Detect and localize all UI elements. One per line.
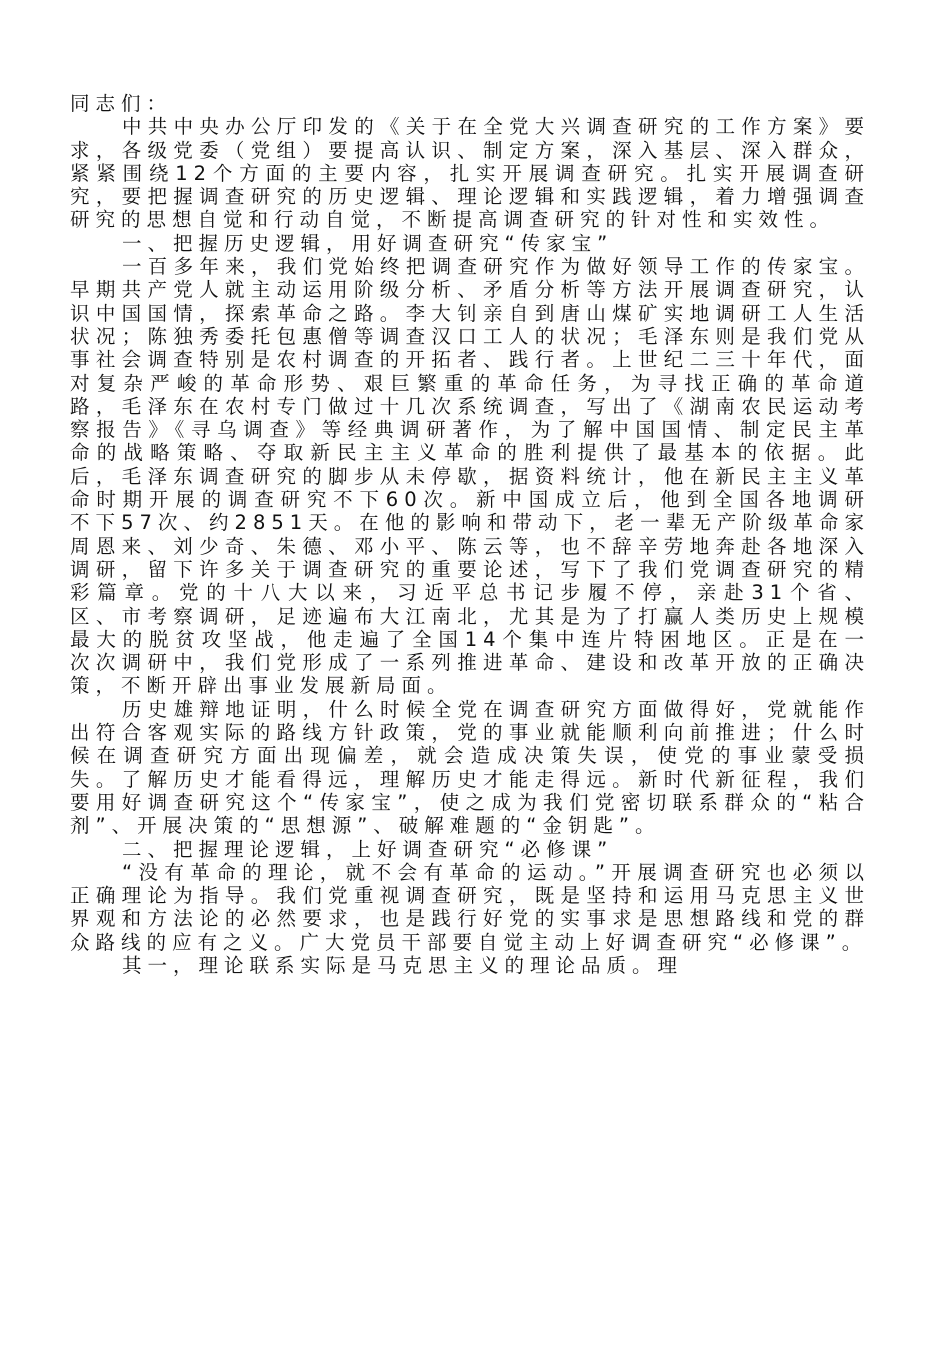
intro-paragraph: 中共中央办公厅印发的《关于在全党大兴调查研究的工作方案》要求，各级党委（党组）要提高认识、制定方案，深入基层、深入群众，紧紧围绕12个方面的主要内容，扎实开展调查研究。扎实开展调查研究，要把握调查研究的历史逻辑、理论逻辑和实践逻辑，着力增强调查研究的思想自觉和行动自觉，不断提高调查研究的针对性和实效性。 xyxy=(70,115,870,232)
section-1-paragraph-1: 一百多年来，我们党始终把调查研究作为做好领导工作的传家宝。早期共产党人就主动运用阶级分析、矛盾分析等方法开展调查研究，认识中国国情，探索革命之路。李大钊亲自到唐山煤矿实地调研工人生活状况；陈独秀委托包惠僧等调查汉口工人的状况；毛泽东则是我们党从事社会调查特别是农村调查的开拓者、践行者。上世纪二三十年代，面对复杂严峻的革命形势、艰巨繁重的革命任务，为寻找正确的革命道路，毛泽东在农村专门做过十几次系统调查，写出了《湖南农民运动考察报告》《寻乌调查》等经典调研著作，为了解中国国情、制定民主革命的战略策略、夺取新民主主义革命的胜利提供了最基本的依据。此后，毛泽东调查研究的脚步从未停歇，据资料统计，他在新民主主义革命时期开展的调查研究不下60次。新中国成立后，他到全国各地调研不下57次、约2851天。在他的影响和带动下，老一辈无产阶级革命家周恩来、刘少奇、朱德、邓小平、陈云等，也不辞辛劳地奔赴各地深入调研，留下许多关于调查研究的重要论述，写下了我们党调查研究的精彩篇章。党的十八大以来，习近平总书记步履不停，亲赴31个省、区、市考察调研，足迹遍布大江南北，尤其是为了打赢人类历史上规模最大的脱贫攻坚战，他走遍了全国14个集中连片特困地区。正是在一次次调研中，我们党形成了一系列推进革命、建设和改革开放的正确决策，不断开辟出事业发展新局面。 xyxy=(70,255,870,698)
document-body xyxy=(70,92,870,977)
salutation: 同志们： xyxy=(70,92,173,115)
section-1-heading: 一、把握历史逻辑，用好调查研究“传家宝” xyxy=(122,231,614,255)
section-2-paragraph-2: 其一，理论联系实际是马克思主义的理论品质。理 xyxy=(122,953,684,977)
section-1-paragraph-2: 历史雄辩地证明，什么时候全党在调查研究方面做得好，党就能作出符合客观实际的路线方针政策，党的事业就能顺利向前推进；什么时候在调查研究方面出现偏差，就会造成决策失误，使党的事业蒙受损失。了解历史才能看得远，理解历史才能走得远。新时代新征程，我们要用好调查研究这个“传家宝”，使之成为我们党密切联系群众的“粘合剂”、开展决策的“思想源”、破解难题的“金钥匙”。 xyxy=(70,697,870,838)
section-2-heading: 二、把握理论逻辑，上好调查研究“必修课” xyxy=(122,837,614,861)
section-2-paragraph-1: “没有革命的理论，就不会有革命的运动。”开展调查研究也必须以正确理论为指导。我们党重视调查研究，既是坚持和运用马克思主义世界观和方法论的必然要求，也是践行好党的实事求是思想路线和党的群众路线的应有之义。广大党员干部要自觉主动上好调查研究“必修课”。 xyxy=(70,860,870,954)
